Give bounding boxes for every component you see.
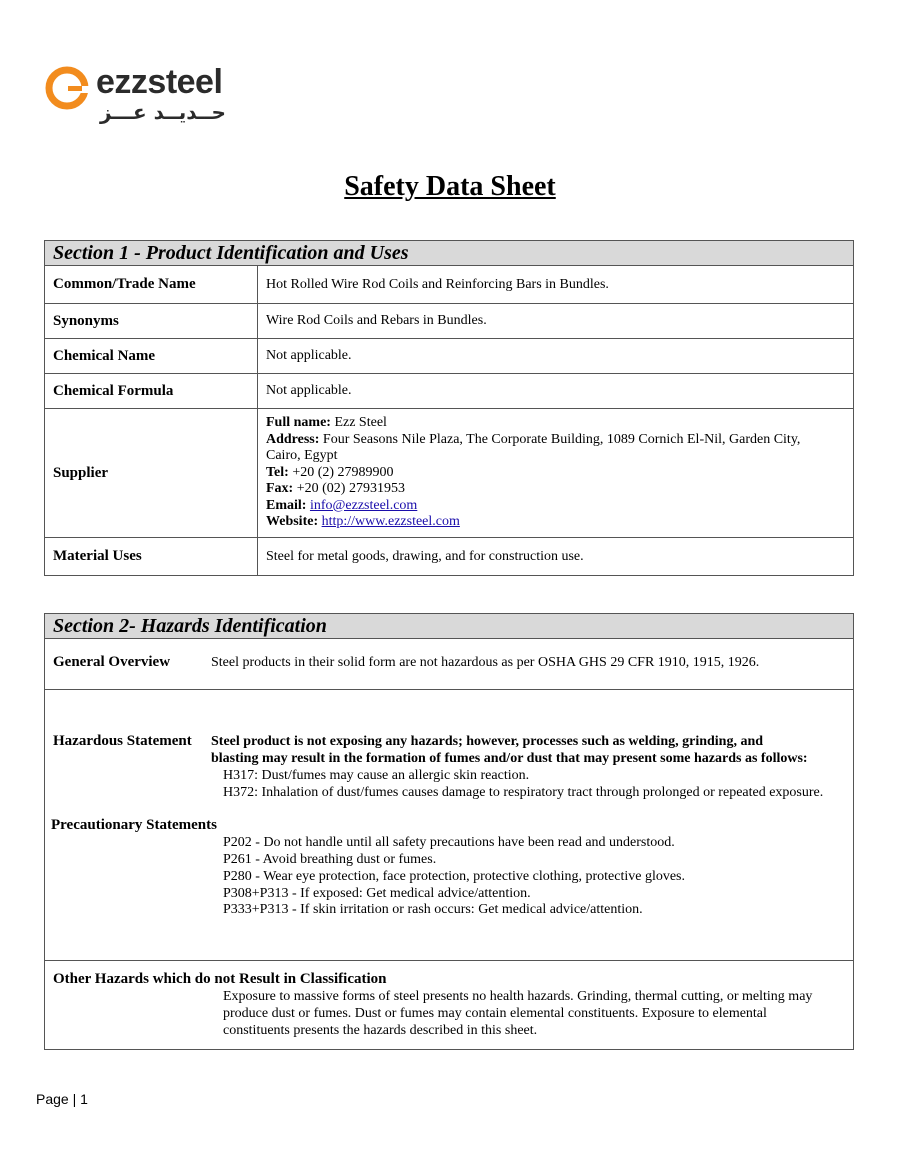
precaution-item: P280 - Wear eye protection, face protection, protective clothing, protective gloves.	[223, 869, 686, 884]
table-row	[45, 538, 854, 576]
other-hazards-line: Exposure to massive forms of steel presents no health hazards. Grinding, thermal cutting, or melting may	[223, 989, 813, 1004]
section2-heading: Section 2- Hazards Identification	[45, 614, 854, 639]
table-row	[45, 266, 854, 304]
website-label: Website:	[266, 514, 319, 530]
full-name-value: Ezz Steel	[330, 415, 387, 431]
other-hazards-cell	[45, 961, 854, 1050]
logo-ring-icon	[44, 64, 90, 110]
synonyms-label: Synonyms	[45, 304, 258, 339]
table-row	[45, 339, 854, 374]
section2-table	[44, 613, 854, 1050]
email-label: Email:	[266, 497, 307, 513]
table-row	[45, 304, 854, 339]
other-hazards-label: Other Hazards which do not Result in Classification	[53, 971, 387, 987]
fax-value: +20 (02) 27931953	[293, 481, 405, 497]
precaution-item: P202 - Do not handle until all safety precautions have been read and understood.	[223, 835, 675, 850]
address-label: Address:	[266, 431, 320, 447]
email-link[interactable]: info@ezzsteel.com	[309, 497, 418, 513]
hazard-statements-cell	[45, 690, 854, 961]
precaution-item: P261 - Avoid breathing dust or fumes.	[223, 852, 437, 867]
logo-arabic-text: حــديــد عـــز	[100, 100, 226, 124]
fax-label: Fax:	[266, 481, 294, 497]
general-overview-value: Steel products in their solid form are not hazardous as per OSHA GHS 29 CFR 1910, 1915, 1926.	[211, 655, 760, 670]
hazard-h372: H372: Inhalation of dust/fumes causes damage to respiratory tract through prolonged or repeated exposure.	[223, 785, 824, 800]
general-overview-cell	[45, 639, 854, 690]
tel-value: +20 (2) 27989900	[288, 464, 394, 480]
other-hazards-line: constituents presents the hazards described in this sheet.	[223, 1023, 538, 1038]
chemical-formula-label: Chemical Formula	[45, 374, 258, 409]
precaution-item: P308+P313 - If exposed: Get medical advice/attention.	[223, 886, 531, 901]
company-logo	[44, 62, 234, 126]
hazardous-statement-line2: blasting may result in the formation of fumes and/or dust that may present some hazards as follows:	[211, 751, 808, 766]
address-line2: Cairo, Egypt	[266, 448, 338, 464]
website-link[interactable]: http://www.ezzsteel.com	[321, 514, 460, 530]
table-row	[45, 690, 854, 961]
hazardous-statement-label: Hazardous Statement	[53, 733, 192, 749]
section1-heading: Section 1 - Product Identification and Uses	[45, 241, 854, 266]
table-row	[45, 409, 854, 538]
supplier-details	[258, 409, 854, 538]
address-line1: Four Seasons Nile Plaza, The Corporate Building, 1089 Cornich El-Nil, Garden City,	[319, 431, 801, 447]
document-title: Safety Data Sheet	[344, 171, 556, 202]
material-uses-value: Steel for metal goods, drawing, and for construction use.	[258, 538, 854, 576]
tel-label: Tel:	[266, 464, 289, 480]
chemical-name-value: Not applicable.	[258, 339, 854, 374]
trade-name-label: Common/Trade Name	[45, 266, 258, 304]
table-row	[45, 374, 854, 409]
material-uses-label: Material Uses	[45, 538, 258, 576]
synonyms-value: Wire Rod Coils and Rebars in Bundles.	[258, 304, 854, 339]
page-number: Page | 1	[36, 1091, 88, 1107]
table-row	[45, 961, 854, 1050]
hazard-h317: H317: Dust/fumes may cause an allergic skin reaction.	[223, 768, 530, 783]
logo-brand-text: ezzsteel	[96, 63, 223, 101]
other-hazards-line: produce dust or fumes. Dust or fumes may contain elemental constituents. Exposure to elemental	[223, 1006, 767, 1021]
hazardous-statement-line1: Steel product is not exposing any hazards; however, processes such as welding, grinding, and	[211, 734, 764, 749]
section1-table	[44, 240, 854, 576]
full-name-label: Full name:	[266, 415, 331, 431]
trade-name-value: Hot Rolled Wire Rod Coils and Reinforcing Bars in Bundles.	[258, 266, 854, 304]
chemical-formula-value: Not applicable.	[258, 374, 854, 409]
supplier-label: Supplier	[45, 409, 258, 538]
chemical-name-label: Chemical Name	[45, 339, 258, 374]
general-overview-label: General Overview	[53, 654, 171, 670]
table-row	[45, 639, 854, 690]
precaution-item: P333+P313 - If skin irritation or rash occurs: Get medical advice/attention.	[223, 902, 643, 917]
precautionary-label: Precautionary Statements	[51, 817, 217, 833]
